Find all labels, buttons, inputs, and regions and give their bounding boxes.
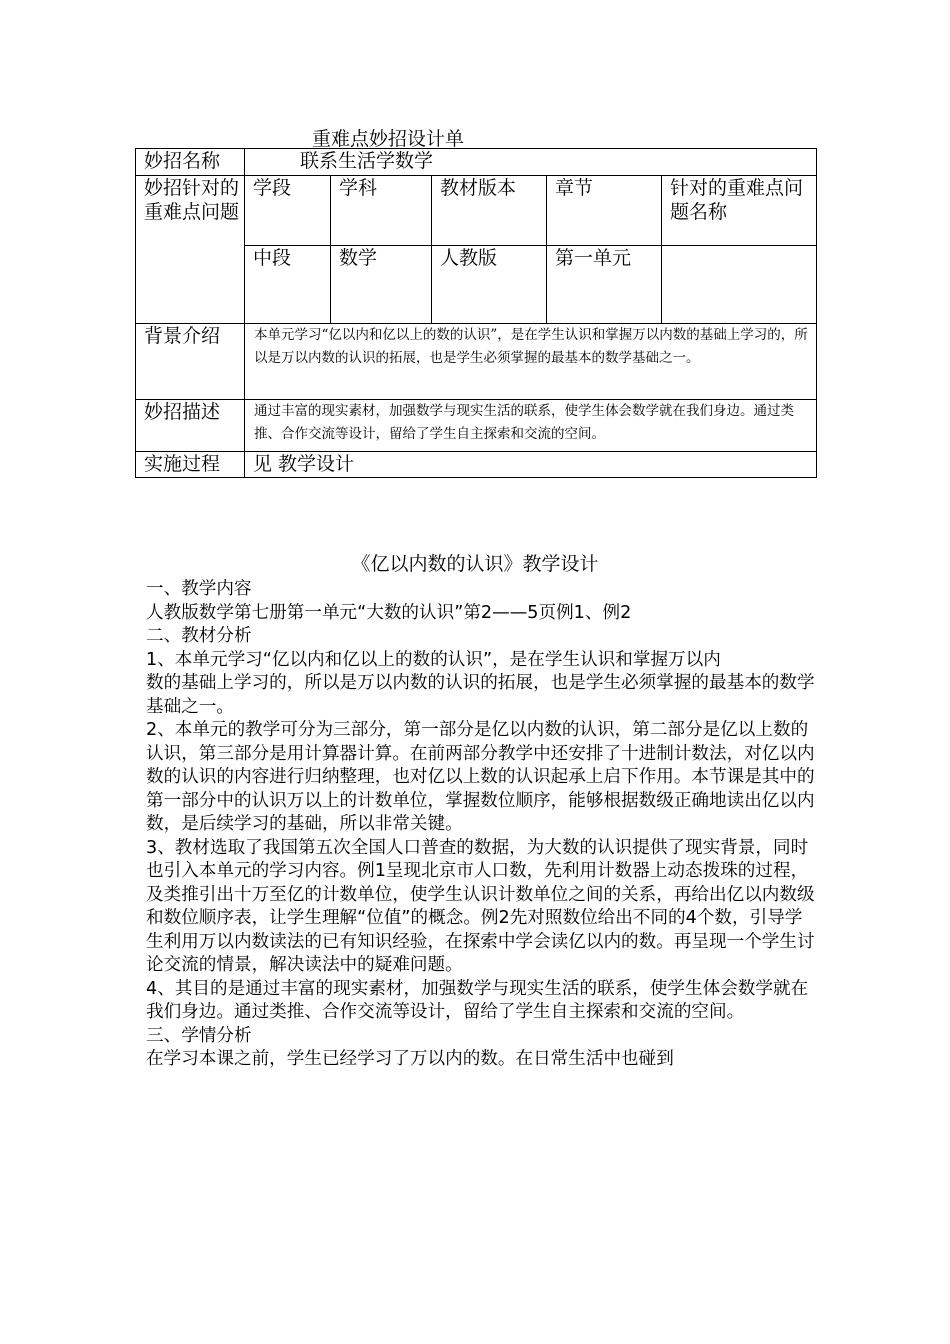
paragraph: 4、其目的是通过丰富的现实素材，加强数学与现实生活的联系，使学生体会数学就在我们身边。通过类推、合作交流等设计，留给了学生自主探索和交流的空间。	[146, 978, 809, 1022]
design-body	[146, 578, 816, 1072]
form-row-name	[136, 149, 817, 176]
background-label: 背景介绍	[136, 324, 245, 400]
target-label: 妙招针对的重难点问题	[136, 176, 245, 324]
value-subject: 数学	[331, 246, 432, 324]
form-row-process	[136, 452, 817, 478]
form-row-description	[136, 400, 817, 452]
process-value: 见 教学设计	[245, 452, 817, 478]
name-label: 妙招名称	[136, 149, 245, 176]
form-title: 重难点妙招设计单	[312, 128, 465, 150]
paragraph: 在学习本课之前，学生已经学习了万以内的数。在日常生活中也碰到	[146, 1049, 674, 1069]
header-stage: 学段	[245, 176, 331, 246]
paragraph: 3、教材选取了我国第五次全国人口普查的数据，为大数的认识提供了现实背景，同时也引入本单元的学习内容。例1呈现北京市人口数，先利用计数器上动态拨珠的过程，及类推引出十万至亿的计数单位，使学生认识计数单位之间的关系，再给出亿以内数级和数位顺序表，让学生理解“位值”的概念。例2先对照数位给出不同的4个数，引导学生利用万以内数读法的已有知识经验，在探索中学会读亿以内的数。再呈现一个学生讨论交流的情景，解决读法中的疑难问题。	[146, 837, 815, 975]
header-problem-name: 针对的重难点问题名称	[662, 176, 817, 246]
name-value: 联系生活学数学	[245, 149, 817, 176]
design-title: 《亿以内数的认识》教学设计	[351, 553, 599, 575]
design-form-table	[135, 148, 817, 478]
section-heading: 三、学情分析	[146, 1025, 252, 1046]
section-heading: 一、教学内容	[146, 579, 252, 599]
paragraph: 1、本单元学习“亿以内和亿以上的数的认识”，是在学生认识和掌握万以内	[146, 649, 721, 670]
value-chapter: 第一单元	[547, 246, 662, 324]
form-row-headers	[136, 176, 817, 246]
header-chapter: 章节	[547, 176, 662, 246]
paragraph: 2、本单元的教学可分为三部分，第一部分是亿以内数的认识，第二部分是亿以上数的认识，第三部分是用计算器计算。在前两部分教学中还安排了十进制计数法，对亿以内数的认识的内容进行归纳整理，也对亿以上数的认识起承上启下作用。本节课是其中的第一部分中的认识万以上的计数单位，掌握数位顺序，能够根据数级正确地读出亿以内数，是后续学习的基础，所以非常关键。	[146, 720, 815, 834]
form-row-background	[136, 324, 817, 400]
description-label: 妙招描述	[136, 400, 245, 452]
header-edition: 教材版本	[432, 176, 547, 246]
value-stage: 中段	[245, 246, 331, 324]
paragraph: 人教版数学第七册第一单元“大数的认识”第2——5页例1、例2	[146, 602, 632, 623]
value-edition: 人教版	[432, 246, 547, 324]
section-heading: 二、教材分析	[146, 626, 252, 646]
header-subject: 学科	[331, 176, 432, 246]
background-text: 本单元学习“亿以内和亿以上的数的认识”，是在学生认识和掌握万以内数的基础上学习的，所以是万以内数的认识的拓展，也是学生必须掌握的最基本的数学基础之一。	[245, 324, 817, 400]
paragraph: 数的基础上学习的，所以是万以内数的认识的拓展，也是学生必须掌握的最基本的数学基础之一。	[146, 673, 815, 717]
description-text: 通过丰富的现实素材，加强数学与现实生活的联系，使学生体会数学就在我们身边。通过类推、合作交流等设计，留给了学生自主探索和交流的空间。	[245, 400, 817, 452]
process-label: 实施过程	[136, 452, 245, 478]
value-problem-name	[662, 246, 817, 324]
